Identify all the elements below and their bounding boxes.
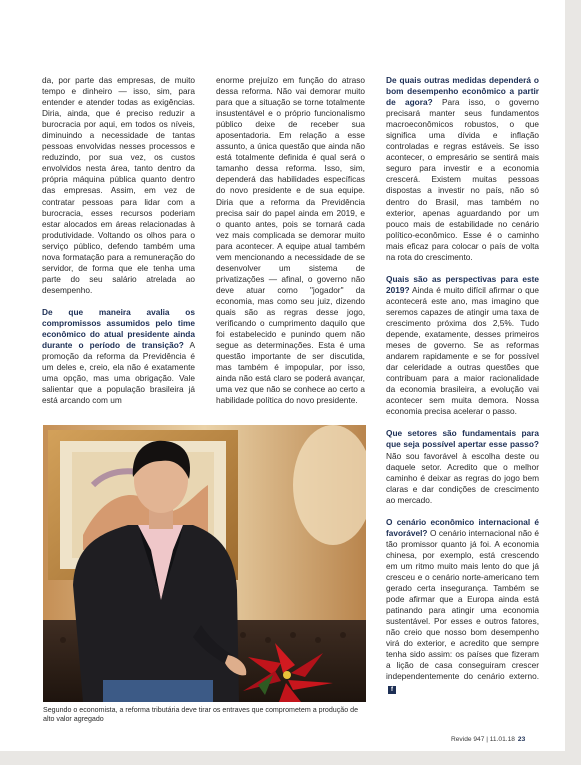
interview-answer — [386, 517, 539, 695]
text-column-2 — [216, 75, 365, 406]
page-footer — [451, 736, 525, 743]
answer-text: Ainda é muito difícil afirmar o que acontecerá este ano, mas imagino que seremos capazes de atingir uma taxa de crescimento próxima dos 2,5%. Tudo depende, exatamente, desses primeiros meses de governo. Se as reformas andarem rapidamente e se for possível dar celeridade a outras questões que contribuam para a maior racionalidade da economia brasileira, a evolução vai acontecer sem muita demora. Nossa economia precisa acelerar o passo. — [386, 284, 539, 417]
interview-question: De quais outras medidas dependerá o bom desempenho econômico a partir de agora? — [386, 75, 539, 108]
answer-text: Não sou favorável à escolha deste ou daquele setor. Acredito que o melhor caminho é deixar as regras do jogo bem claras e dar condições de crescimento ao mercado. — [386, 450, 539, 505]
footer-issue: Revide 947 | 11.01.18 — [451, 736, 515, 743]
interview-question: Quais são as perspectivas para este 2019? — [386, 273, 539, 295]
page-number: 23 — [517, 736, 526, 743]
photo-caption: Segundo o economista, a reforma tributária deve tirar os entraves que comprometem a produção de alto valor agregado — [43, 706, 359, 724]
body-paragraph: da, por parte das empresas, de muito tempo e dinheiro — isso, sim, para entender e atender todas as exigências. Diria, ainda, que é preciso reduzir a burocracia por aqui, em todos os níveis, diminuindo a necessidade de tantas pessoas envolvidas nesses processos e reduzindo, por sua vez, os custos envolvidos nesta área, tanto dentro da própria máquina pública quanto dentro das empresas. Assim, em vez de contratar pessoas para lidar com a burocracia, esses recursos poderiam estar alocados em áreas relacionadas à produtividade. Voltando os olhos para o serviço público, defendo também uma nova formatação para a remuneração do servidor, de forma que ele tenha uma parte do seu salário atrelada ao desempenho. — [42, 75, 195, 295]
end-of-article-icon: f — [388, 686, 396, 694]
interview-answer — [386, 75, 539, 263]
interview-answer — [42, 307, 195, 406]
interview-answer — [386, 274, 539, 418]
answer-text: Para isso, o governo precisará manter seus fundamentos macroeconômicos robustos, o que significa uma dívida e inflação controladas e regras estáveis. Se isso acontecer, o empresário se sentirá mais seguro para investir e a economia crescerá. Existem muitas pessoas dispostas a investir no país, não só dentro do Brasil, mas também no exterior, apenas aguardando por um pouco mais de estabilidade no cenário político-econômico. Esse é o caminho mais eficaz para colocar o país de volta na rota do crescimento. — [386, 97, 539, 262]
interview-question: Que setores são fundamentais para que seja possível apertar esse passo? — [386, 428, 539, 450]
interview-question: De que maneira avalia os compromissos assumidos pelo time econômico do atual presidente ainda durante o período de transição? — [42, 306, 195, 351]
text-column-1 — [42, 75, 195, 406]
interview-answer — [386, 428, 539, 505]
interview-question: O cenário econômico internacional é favorável? — [386, 516, 539, 538]
economist-photo — [43, 425, 366, 702]
text-column-3 — [386, 75, 539, 694]
answer-text: O cenário internacional não é tão promissor quanto já foi. A economia chinesa, por exemplo, está crescendo em um ritmo muito mais lento do que já cresceu e o cenário norte-americano tem gerado certa insegurança. Também se pode afirmar que a Europa ainda está patinando para atingir uma economia sustentável. Por esses e outros fatores, não creio que nosso bom desempenho virá do exterior, e acredito que sempre tenha sido assim: os países que fizeram a lição de casa conseguiram crescer independentemente do cenário externo. — [386, 527, 539, 682]
answer-text: A promoção da reforma da Previdência é um deles e, creio, ela não é exatamente uma opção, mas uma obrigação. Vale salientar que a população brasileira já está arcando com um — [42, 340, 195, 406]
portrait-illustration — [43, 425, 366, 702]
body-paragraph: enorme prejuízo em função do atraso dessa reforma. Não vai demorar muito para que a situação se torne totalmente insustentável e o próprio funcionalismo público deixe de receber sua aposentadoria. Em relação a esse assunto, a única questão que ainda não está totalmente definida é qual será o tamanho dessa reforma. Isso, sim, dependerá das habilidades específicas do novo presidente e de sua equipe. Diria que a reforma da Previdência precisa sair do papel ainda em 2019, e o quanto antes, pois se tornará cada vez mais complicada se demorar muito para acontecer. A equipe atual também vem mencionando a necessidade de se desenvolver um sistema de privatizações — afinal, o governo não deve atuar como "jogador" da economia, mas como seu juiz, dizendo quais são as regras desse jogo, verificando o cumprimento daquilo que foi estabelecido e punindo quem não segue as determinações. Esta é uma questão importante de ser discutida, mas também é impopular, por isso, ainda não está claro se poderá avançar, uma vez que não se conhece ao certo a habilidade política do novo presidente. — [216, 75, 365, 406]
